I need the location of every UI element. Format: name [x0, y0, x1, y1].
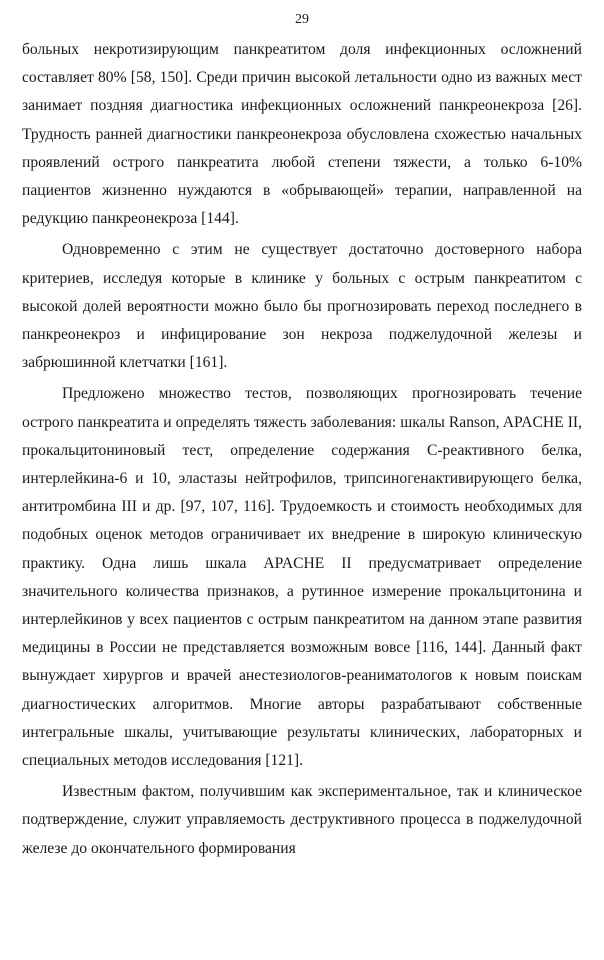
document-body: [22, 36, 582, 863]
paragraph-known-fact: Известным фактом, получившим как экспериментальное, так и клиническое подтверждение, служит управляемость деструктивного процесса в поджелудочной железе до окончательного формирования: [22, 783, 582, 857]
paragraph-continuation: больных некротизирующим панкреатитом доля инфекционных осложнений составляет 80% [58, 150]. Среди причин высокой летальности одно из важных мест занимает поздняя диагностика инфекционных осложнений панкреонекроза [26]. Трудность ранней диагностики панкреонекроза обусловлена схожестью начальных проявлений острого панкреатита любой степени тяжести, а только 6-10% пациентов жизненно нуждаются в «обрывающей» терапии, направленной на редукцию панкреонекроза [144].: [22, 41, 582, 228]
paragraph-tests: Предложено множество тестов, позволяющих прогнозировать течение острого панкреатита и определять тяжесть заболевания: шкалы Ranson, APACHE II, прокальцитониновый тест, определение содержания С-реактивного белка, интерлейкина-6 и 10, эластазы нейтрофилов, трипсиногенактивирующего белка, антитромбина III и др. [97, 107, 116]. Трудоемкость и стоимость необходимых для подобных оценок методов ограничивает их внедрение в широкую клиническую практику. Одна лишь шкала APACHE II предусматривает определение значительного количества признаков, а рутинное измерение прокальцитонина и интерлейкинов у всех пациентов с острым панкреатитом на данном этапе развития медицины в России не представляется возможным вовсе [116, 144]. Данный факт вынуждает хирургов и врачей анестезиологов-реаниматологов к новым поискам диагностических алгоритмов. Многие авторы разрабатывают собственные интегральные шкалы, учитывающие результаты клинических, лабораторных и специальных методов исследования [121].: [22, 385, 582, 770]
paragraph-criteria: Одновременно с этим не существует достаточно достоверного набора критериев, исследуя которые в клинике у больных с острым панкреатитом с высокой долей вероятности можно было бы прогнозировать переход последнего в панкреонекроз и инфицирование зон некроза поджелудочной железы и забрюшинной клетчатки [161].: [22, 241, 582, 372]
page-number: 29: [295, 12, 309, 27]
